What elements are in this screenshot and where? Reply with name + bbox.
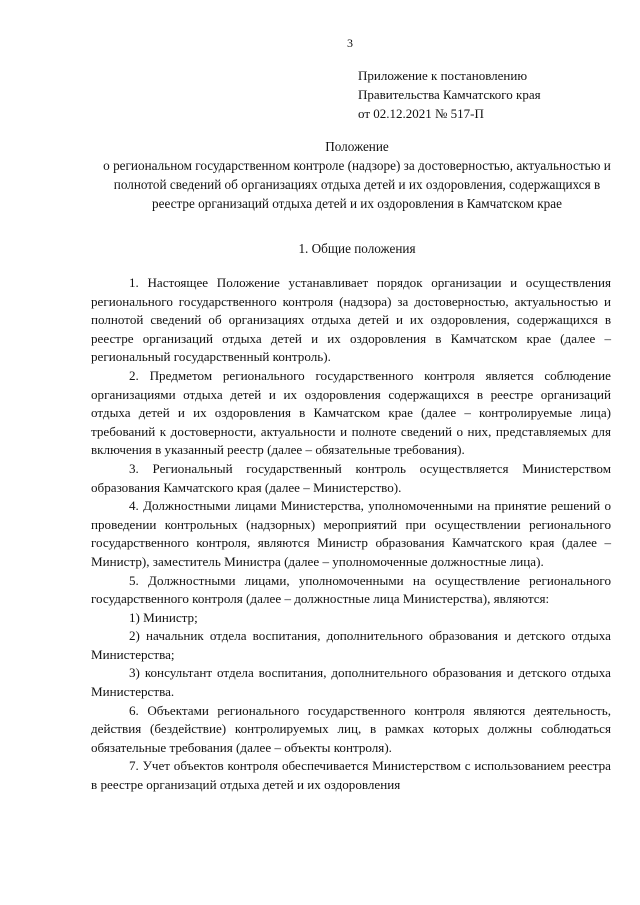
list-item: 3) консультант отдела воспитания, дополнительного образования и детского отдыха Министерства. [91, 665, 611, 700]
page-number: 3 [347, 36, 353, 50]
appendix-reference [358, 66, 541, 123]
title-line-2: о региональном государственном контроле (надзоре) за достоверностью, актуальностью и полнотой сведений об организациях отдыха детей и их оздоровления, содержащихся в реестре организаций отдыха детей и их оздоровления в Камчатском крае [103, 158, 611, 211]
appendix-line-3: от 02.12.2021 № 517-П [358, 106, 484, 121]
paragraph: 6. Объектами регионального государственного контроля являются деятельность, действия (бездействие) контролируемых лиц, в рамках которых должны соблюдаться обязательные требования (далее – объекты контроля). [91, 702, 611, 755]
paragraph: 2. Предметом регионального государственного контроля является соблюдение организациями отдыха детей и их оздоровления содержащихся в реестре организаций отдыха детей и их оздоровления в Камчатском крае (далее – контролируемые лица) требований к достоверности, актуальности и полноте сведений о них, представляемых для включения в указанный реестр (далее – обязательные требования). [91, 367, 611, 458]
appendix-line-1: Приложение к постановлению [358, 68, 528, 83]
list-item: 1) Министр; [129, 609, 198, 625]
section-heading: 1. Общие положения [298, 241, 416, 256]
paragraph: 4. Должностными лицами Министерства, уполномоченными на принятие решений о проведении контрольных (надзорных) мероприятий при осуществлении регионального государственного контроля, являются Министр образования Камчатского края (далее – Министр), заместитель Министра (далее – уполномоченные должностные лица). [91, 498, 611, 569]
paragraph: 5. Должностными лицами, уполномоченными на осуществление регионального государственного контроля (далее – должностные лица Министерства), являются: [91, 572, 611, 607]
paragraph: 1. Настоящее Положение устанавливает порядок организации и осуществления регионального государственного контроля (надзора) за достоверностью, актуальностью и полнотой сведений об организациях отдыха детей и их оздоровления, содержащихся в реестре организаций отдыха детей и их оздоровления в Камчатском крае (далее – региональный государственный контроль). [91, 275, 611, 365]
paragraph: 7. Учет объектов контроля обеспечивается Министерством с использованием реестра в реестре организаций отдыха детей и их оздоровления [91, 758, 611, 793]
appendix-line-2: Правительства Камчатского края [358, 87, 541, 102]
document-title [92, 137, 622, 213]
paragraph: 3. Региональный государственный контроль осуществляется Министерством образования Камчатского края (далее – Министерство). [91, 460, 611, 495]
list-item: 2) начальник отдела воспитания, дополнительного образования и детского отдыха Министерства; [91, 628, 611, 662]
title-line-1: Положение [325, 139, 389, 154]
document-body [91, 274, 611, 795]
